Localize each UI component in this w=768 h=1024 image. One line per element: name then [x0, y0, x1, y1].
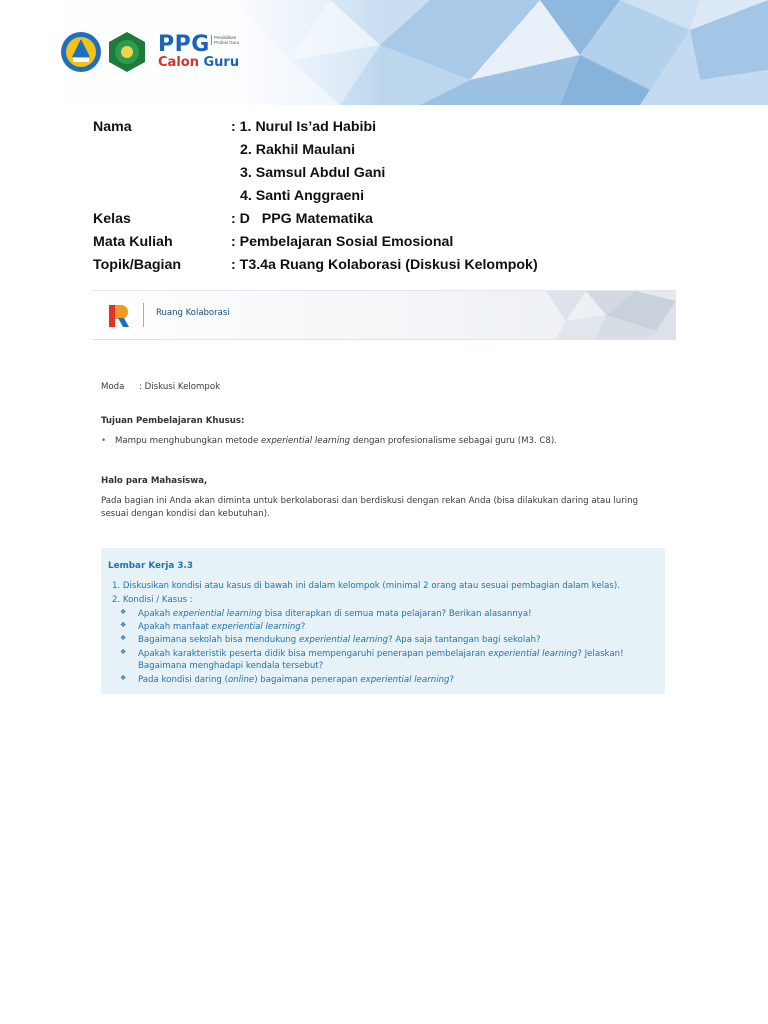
ppg-calon-guru-logo: [158, 30, 248, 74]
diamond-bullet-icon: ❖: [120, 634, 127, 642]
member-name: 3. Samsul Abdul Gani: [240, 165, 386, 181]
diamond-bullet-icon: ❖: [120, 621, 127, 629]
worksheet-title: Lembar Kerja 3.3: [108, 561, 193, 571]
bullet-marker-icon: •: [101, 436, 107, 446]
case-question-continued: Bagaimana menghadapi kendala tersebut?: [138, 661, 324, 671]
paragraph-line: sesuai dengan kondisi dan kebutuhan).: [101, 508, 270, 519]
worksheet-item-2: 2. Kondisi / Kasus :: [112, 595, 193, 605]
guru-word: Guru: [203, 55, 240, 70]
case-question: Apakah manfaat experiential learning?: [138, 622, 306, 632]
tujuan-item: [101, 436, 557, 446]
case-question: Bagaimana sekolah bisa mendukung experiential learning? Apa saja tantangan bagi sekolah?: [138, 635, 541, 645]
case-question: Pada kondisi daring (online) bagaimana penerapan experiential learning?: [138, 675, 455, 685]
tujuan-text: Mampu menghubungkan metode: [115, 436, 261, 446]
member-name: 2. Rakhil Maulani: [240, 142, 356, 158]
tujuan-em: experiential learning: [260, 436, 351, 446]
banner-polygon-decoration: [546, 291, 676, 339]
kemendikbud-logo-icon: [60, 31, 102, 73]
banner-title: Ruang Kolaborasi: [156, 308, 230, 318]
intro-paragraph: [101, 495, 661, 520]
moda-line: [101, 382, 221, 392]
moda-label: Moda: [101, 382, 125, 392]
diamond-bullet-icon: ❖: [120, 648, 127, 656]
paragraph-line: Pada bagian ini Anda akan diminta untuk berkolaborasi dan berdiskusi dengan rekan Anda (bisa dilakukan daring atau luring: [101, 496, 639, 506]
topik-value: : T3.4a Ruang Kolaborasi (Diskusi Kelompok): [231, 257, 538, 273]
ruang-kolaborasi-banner: [92, 290, 676, 340]
diamond-bullet-icon: ❖: [120, 608, 127, 616]
university-logo-icon: [106, 31, 148, 73]
moda-value: : Diskusi Kelompok: [139, 382, 221, 392]
banner-divider: [143, 303, 144, 327]
kelas-value: : D PPG Matematika: [231, 211, 373, 227]
diamond-bullet-icon: ❖: [120, 674, 127, 682]
case-question: Apakah experiential learning bisa diterapkan di semua mata pelajaran? Berikan alasannya!: [138, 609, 532, 619]
worksheet-item-1: 1. Diskusikan kondisi atau kasus di bawah ini dalam kelompok (minimal 2 orang atau sesuai pembagian dalam kelas).: [112, 581, 620, 591]
mata-kuliah-value: : Pembelajaran Sosial Emosional: [231, 234, 454, 250]
calon-guru-wordmark: [158, 55, 239, 70]
nama-value: : 1. Nurul Is’ad Habibi: [231, 119, 377, 135]
ruang-kolaborasi-screenshot: [92, 290, 676, 710]
tujuan-text-end: dengan profesionalisme sebagai guru (M3. C8).: [350, 436, 557, 446]
ppg-subtitle: Pendidikan Profesi Guru: [211, 35, 246, 45]
nama-label: Nama: [93, 119, 132, 135]
greeting-heading: Halo para Mahasiswa,: [101, 476, 208, 486]
calon-word: Calon: [158, 55, 199, 70]
case-question: Apakah karakteristik peserta didik bisa mempengaruhi penerapan pembelajaran experiential learning? Jelaskan!: [138, 649, 624, 659]
tujuan-heading: Tujuan Pembelajaran Khusus:: [101, 416, 245, 426]
header-banner: [0, 0, 768, 105]
rumah-belajar-r-logo-icon: [108, 304, 130, 328]
logo-group: [60, 30, 248, 74]
worksheet-box: [101, 548, 665, 694]
ppg-wordmark: PPG: [158, 32, 210, 57]
member-name: 4. Santi Anggraeni: [240, 188, 365, 204]
topik-label: Topik/Bagian: [93, 257, 182, 273]
kelas-label: Kelas: [93, 211, 131, 227]
mata-kuliah-label: Mata Kuliah: [93, 234, 173, 250]
